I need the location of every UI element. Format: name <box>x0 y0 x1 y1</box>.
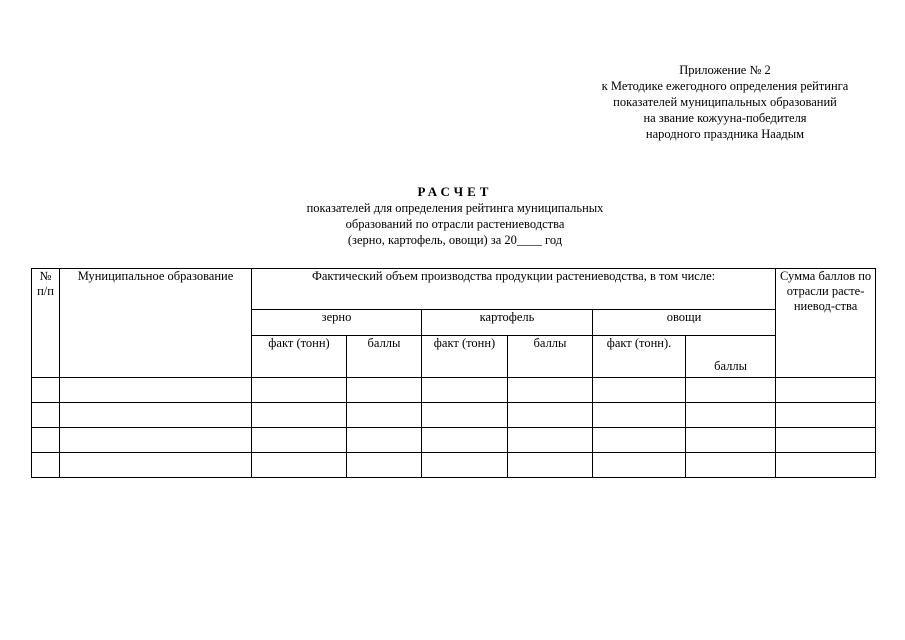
table-cell <box>252 378 347 403</box>
table-cell <box>60 378 252 403</box>
title-line: (зерно, картофель, овощи) за 20____ год <box>347 233 563 247</box>
table-cell <box>422 403 508 428</box>
header-veg-points: баллы <box>686 336 776 378</box>
table-row <box>32 453 876 478</box>
table-cell <box>60 403 252 428</box>
table-cell <box>686 453 776 478</box>
table-cell <box>686 428 776 453</box>
table-cell <box>252 403 347 428</box>
header-sum: Сумма баллов по отрасли расте-ниевод-ства <box>776 269 876 378</box>
table-cell <box>593 403 686 428</box>
table-cell <box>776 453 876 478</box>
table-cell <box>422 453 508 478</box>
calculation-table <box>31 268 876 478</box>
appendix-block <box>540 62 905 142</box>
table-cell <box>347 403 422 428</box>
table-cell <box>32 428 60 453</box>
table-row <box>32 428 876 453</box>
table-cell <box>508 403 593 428</box>
header-potato: картофель <box>422 310 593 336</box>
table-cell <box>422 428 508 453</box>
header-num: № п/п <box>32 269 60 378</box>
appendix-line: к Методике ежегодного определения рейтинга <box>601 79 849 93</box>
table-cell <box>508 378 593 403</box>
table-cell <box>776 378 876 403</box>
table-cell <box>593 378 686 403</box>
title-line: образований по отрасли растениеводства <box>345 217 565 231</box>
appendix-line: Приложение № 2 <box>679 63 771 77</box>
table-cell <box>593 428 686 453</box>
header-veg-fact: факт (тонн). <box>593 336 686 378</box>
table-cell <box>508 428 593 453</box>
header-grain: зерно <box>252 310 422 336</box>
document-title-block <box>220 184 690 248</box>
table-cell <box>347 428 422 453</box>
header-potato-points: баллы <box>508 336 593 378</box>
header-grain-fact: факт (тонн) <box>252 336 347 378</box>
title-line: показателей для определения рейтинга муниципальных <box>306 201 604 215</box>
table-cell <box>252 453 347 478</box>
table-cell <box>686 378 776 403</box>
document-heading: РАСЧЕТ <box>417 184 493 199</box>
table-row <box>32 378 876 403</box>
table-cell <box>347 453 422 478</box>
table-cell <box>776 403 876 428</box>
table-cell <box>508 453 593 478</box>
table-cell <box>32 378 60 403</box>
header-grain-points: баллы <box>347 336 422 378</box>
appendix-line: народного праздника Наадым <box>645 127 805 141</box>
header-actual-volume: Фактический объем производства продукции растениеводства, в том числе: <box>252 269 776 310</box>
table-cell <box>32 403 60 428</box>
table-cell <box>776 428 876 453</box>
table-cell <box>686 403 776 428</box>
table-cell <box>252 428 347 453</box>
appendix-line: на звание кожууна-победителя <box>643 111 807 125</box>
table-cell <box>32 453 60 478</box>
table-cell <box>60 453 252 478</box>
appendix-line: показателей муниципальных образований <box>613 95 837 109</box>
table-row <box>32 403 876 428</box>
table-cell <box>347 378 422 403</box>
table-cell <box>60 428 252 453</box>
table-cell <box>593 453 686 478</box>
header-potato-fact: факт (тонн) <box>422 336 508 378</box>
table-cell <box>422 378 508 403</box>
header-municipality: Муниципальное образование <box>60 269 252 378</box>
header-vegetables: овощи <box>593 310 776 336</box>
